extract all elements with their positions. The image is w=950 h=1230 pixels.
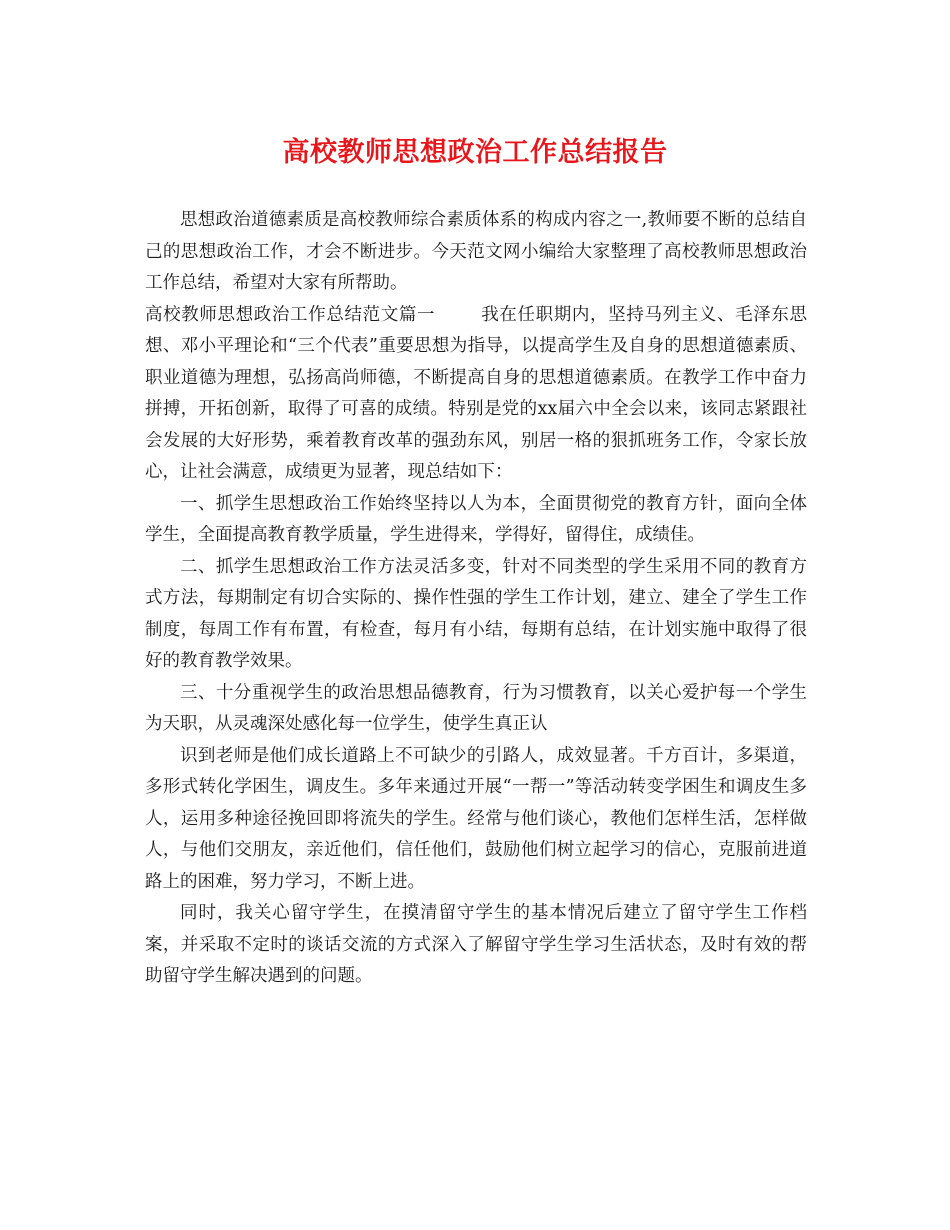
- section-heading: 高校教师思想政治工作总结范文篇一: [145, 304, 436, 325]
- paragraph-point-three-cont: 识到老师是他们成长道路上不可缺少的引路人，成效显著。千方百计，多渠道，多形式转化学困生，调皮生。多年来通过开展“一帮一”等活动转变学困生和调皮生多人，运用多种途径挽回即将流失的学生。经常与他们谈心，教他们怎样生活，怎样做人，与他们交朋友，亲近他们，信任他们，鼓励他们树立起学习的信心，克服前进道路上的困难，努力学习，不断上进。: [145, 745, 807, 892]
- paragraph-left-behind-students: 同时，我关心留守学生，在摸清留守学生的基本情况后建立了留守学生工作档案，并采取不定时的谈话交流的方式深入了解留守学生学习生活状态，及时有效的帮助留守学生解决遇到的问题。: [145, 903, 807, 986]
- document-body: [145, 205, 807, 993]
- section-one-text: 我在任职期内，坚持马列主义、毛泽东思想、邓小平理论和“三个代表”重要思想为指导，以提高学生及自身的思想道德素质、职业道德为理想，弘扬高尚师德，不断提高自身的思想道德素质。在教学工作中奋力拼搏，开拓创新，取得了可喜的成绩。特别是党的xx届六中全会以来，该同志紧跟社会发展的大好形势，乘着教育改革的强劲东风，别居一格的狠抓班务工作，令家长放心，让社会满意，成绩更为显著，现总结如下：: [145, 304, 808, 482]
- paragraph-section-one: [145, 300, 807, 489]
- paragraph-point-one: 一、抓学生思想政治工作始终坚持以人为本，全面贯彻党的教育方针，面向全体学生，全面提高教育教学质量，学生进得来，学得好，留得住，成绩佳。: [145, 493, 807, 545]
- paragraph-point-two: 二、抓学生思想政治工作方法灵活多变，针对不同类型的学生采用不同的教育方式方法，每期制定有切合实际的、操作性强的学生工作计划，建立、建全了学生工作制度，每周工作有布置，有检查，每月有小结，每期有总结，在计划实施中取得了很好的教育教学效果。: [145, 556, 807, 671]
- document-title: 高校教师思想政治工作总结报告: [282, 137, 668, 168]
- paragraph-point-three: 三、十分重视学生的政治思想品德教育，行为习惯教育，以关心爱护每一个学生为天职，从灵魂深处感化每一位学生，使学生真正认: [145, 682, 807, 734]
- paragraph-intro: 思想政治道德素质是高校教师综合素质体系的构成内容之一,教师要不断的总结自己的思想政治工作，才会不断进步。今天范文网小编给大家整理了高校教师思想政治工作总结，希望对大家有所帮助。: [145, 210, 807, 293]
